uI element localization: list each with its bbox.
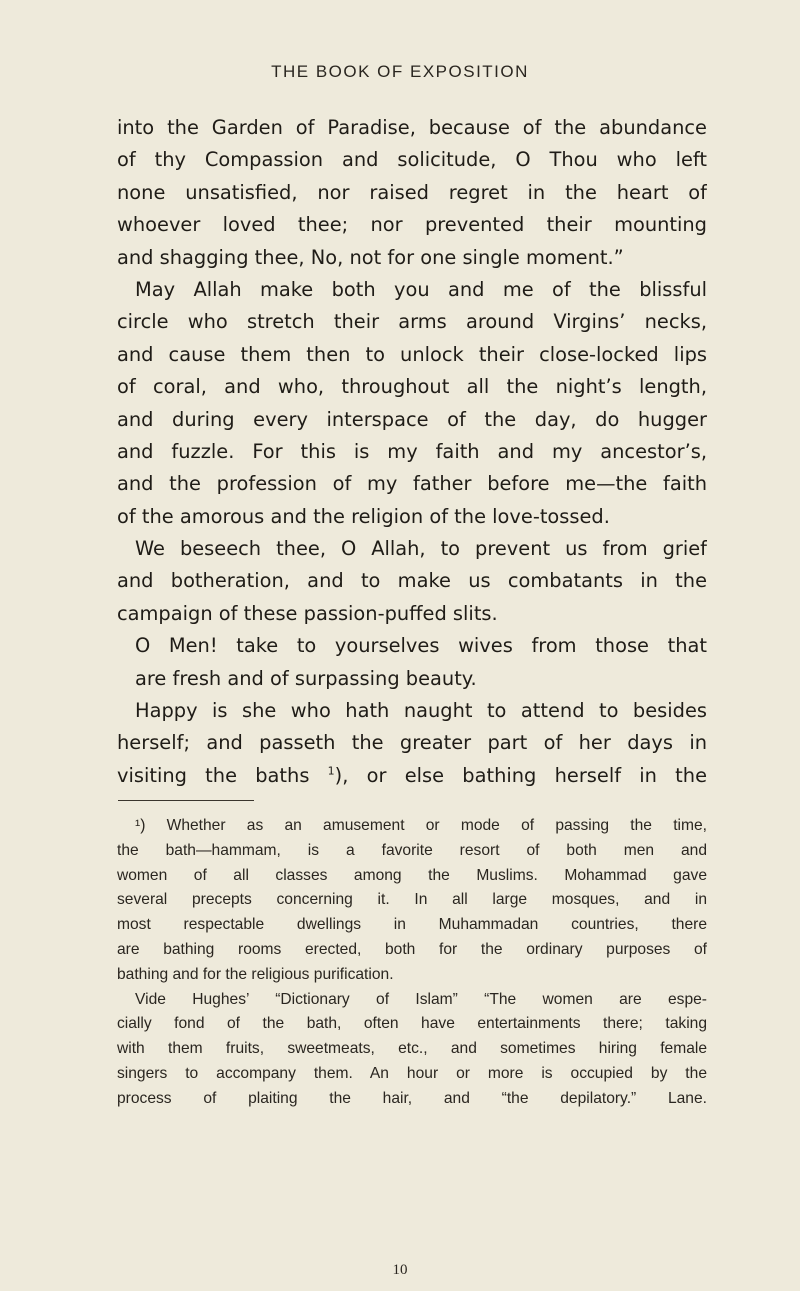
text-line bbox=[117, 760, 707, 792]
text-line: May Allah make both you and me of the blissful bbox=[135, 277, 707, 301]
text-line: of the amorous and the religion of the love-tossed. bbox=[117, 504, 610, 528]
text-line: and cause them then to unlock their close-locked lips bbox=[117, 342, 707, 366]
text-line: herself; and passeth the greater part of her days in bbox=[117, 731, 707, 755]
text-line: O Men! take to yourselves wives from those that bbox=[135, 634, 707, 658]
footnote-line: most respectable dwellings in Muhammadan countries, there bbox=[117, 916, 707, 934]
text-line: Happy is she who hath naught to attend to besides bbox=[135, 699, 707, 723]
text-line: circle who stretch their arms around Virgins’ necks, bbox=[117, 310, 707, 334]
text-line: and botheration, and to make us combatants in the bbox=[117, 569, 707, 593]
page-number: 10 bbox=[392, 1262, 408, 1278]
text-line: We beseech thee, O Allah, to prevent us from grief bbox=[135, 537, 707, 561]
text-line: and during every interspace of the day, do hugger bbox=[117, 407, 707, 431]
text-line: of thy Compassion and solicitude, O Thou who left bbox=[117, 148, 707, 172]
footnote-marker: 1 bbox=[327, 764, 335, 778]
footnote-line: several precepts concerning it. In all large mosques, and in bbox=[117, 891, 707, 909]
text-line: none unsatisfied, nor raised regret in the heart of bbox=[117, 180, 707, 204]
footnote-line: with them fruits, sweetmeats, etc., and sometimes hiring female bbox=[117, 1040, 707, 1058]
footnote-rule bbox=[118, 800, 254, 801]
text-line: and the profession of my father before me—the faith bbox=[117, 472, 707, 496]
footnote-line: the bath—hammam, is a favorite resort of both men and bbox=[117, 841, 707, 859]
footnote-line: bathing and for the religious purification. bbox=[117, 965, 394, 983]
text-line: campaign of these passion-puffed slits. bbox=[117, 601, 498, 625]
text-line: and shagging thee, No, not for one single moment.” bbox=[117, 245, 624, 269]
text-line: are fresh and of surpassing beauty. bbox=[135, 666, 477, 690]
text-line: into the Garden of Paradise, because of the abundance bbox=[117, 116, 707, 139]
footnote-line: ¹) Whether as an amusement or mode of passing the time, bbox=[135, 817, 707, 834]
text-fragment: ), or else bathing herself in the bbox=[334, 763, 707, 787]
text-fragment: visiting the baths bbox=[117, 763, 310, 787]
text-line: of coral, and who, throughout all the night’s length, bbox=[117, 375, 707, 399]
text-line: whoever loved thee; nor prevented their mounting bbox=[117, 213, 707, 237]
footnote-line: are bathing rooms erected, both for the ordinary purposes of bbox=[117, 940, 707, 958]
running-head: THE BOOK OF EXPOSITION bbox=[271, 62, 529, 81]
footnote-line: Vide Hughes’ “Dictionary of Islam” “The women are espe- bbox=[135, 990, 707, 1008]
body-text bbox=[117, 112, 707, 792]
footnote-line: singers to accompany them. An hour or more is occupied by the bbox=[117, 1064, 707, 1082]
footnote-line: cially fond of the bath, often have entertainments there; taking bbox=[117, 1015, 707, 1033]
footnote bbox=[117, 814, 707, 1112]
footnote-line: women of all classes among the Muslims. Mohammad gave bbox=[117, 866, 707, 884]
footnote-line: process of plaiting the hair, and “the depilatory.” Lane. bbox=[117, 1089, 707, 1107]
text-line: and fuzzle. For this is my faith and my ancestor’s, bbox=[117, 439, 707, 463]
